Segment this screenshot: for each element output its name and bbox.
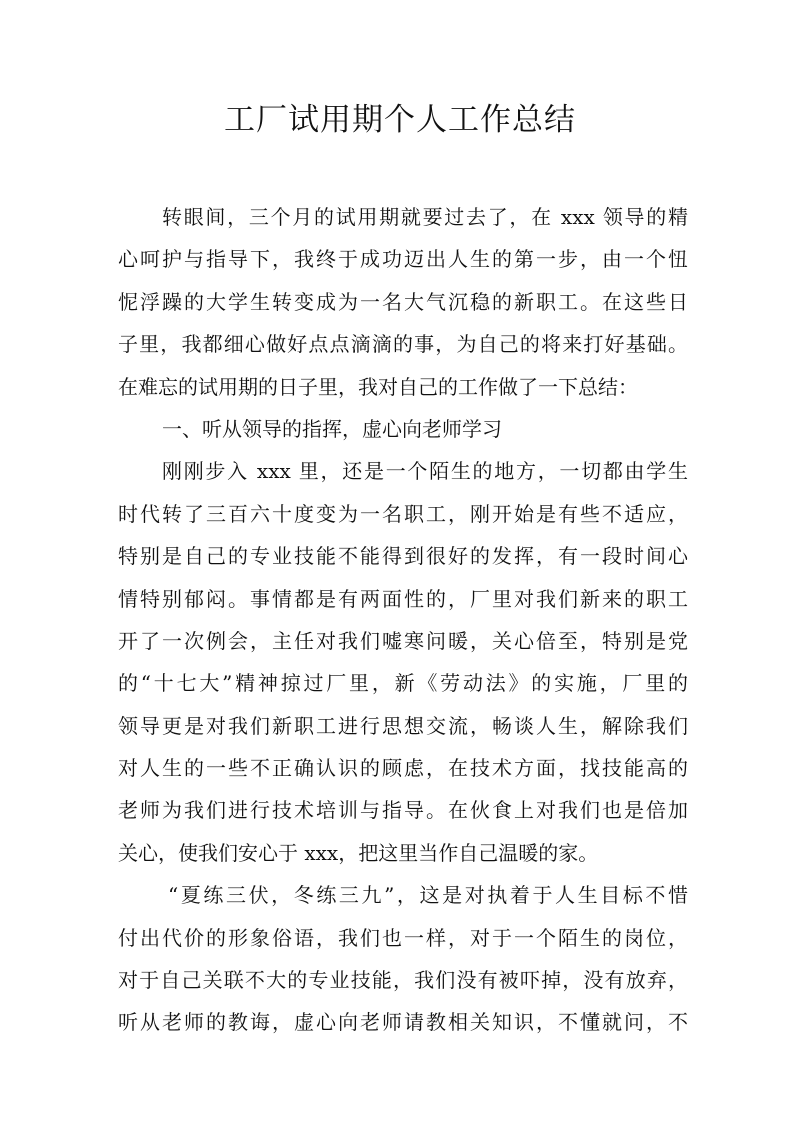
text-line: 情特别郁闷。事情都是有两面性的，厂里对我们新来的职工	[118, 586, 688, 611]
text-line: 子里，我都细心做好点点滴滴的事，为自己的将来打好基础。	[118, 332, 688, 357]
text-line: 老师为我们进行技术培训与指导。在伙食上对我们也是倍加	[118, 798, 688, 823]
text-line: 领导更是对我们新职工进行思想交流，畅谈人生，解除我们	[118, 713, 688, 738]
text-line: 对人生的一些不正确认识的顾虑，在技术方面，找技能高的	[118, 756, 688, 781]
text-line: “夏练三伏，冬练三九”，这是对执着于人生目标不惜	[168, 883, 688, 908]
text-line: 在难忘的试用期的日子里，我对自己的工作做了一下总结：	[118, 374, 638, 399]
text-line: 转眼间，三个月的试用期就要过去了，在 xxx 领导的精	[162, 205, 688, 229]
text-line: 听从老师的教诲，虚心向老师请教相关知识，不懂就问，不	[118, 1010, 688, 1035]
text-line: 心呵护与指导下，我终于成功迈出人生的第一步，由一个忸	[118, 247, 688, 272]
text-line: 的“十七大”精神掠过厂里，新《劳动法》的实施，厂里的	[118, 671, 688, 696]
text-line: 对于自己关联不大的专业技能，我们没有被吓掉，没有放弃，	[118, 968, 688, 993]
text-line: 怩浮躁的大学生转变成为一名大气沉稳的新职工。在这些日	[118, 289, 688, 314]
text-line: 刚刚步入 xxx 里，还是一个陌生的地方，一切都由学生	[162, 459, 688, 484]
text-line: 付出代价的形象俗语，我们也一样，对于一个陌生的岗位，	[118, 925, 688, 950]
document-body	[118, 196, 688, 1044]
document-title: 工厂试用期个人工作总结	[224, 102, 576, 138]
text-line: 特别是自己的专业技能不能得到很好的发挥，有一段时间心	[118, 544, 688, 569]
text-line: 开了一次例会，主任对我们嘘寒问暖，关心倍至，特别是党	[118, 628, 688, 653]
section-heading: 一、听从领导的指挥，虚心向老师学习	[162, 416, 502, 441]
text-line: 时代转了三百六十度变为一名职工，刚开始是有些不适应，	[118, 501, 688, 526]
text-line: 关心，使我们安心于 xxx，把这里当作自己温暖的家。	[118, 840, 599, 865]
